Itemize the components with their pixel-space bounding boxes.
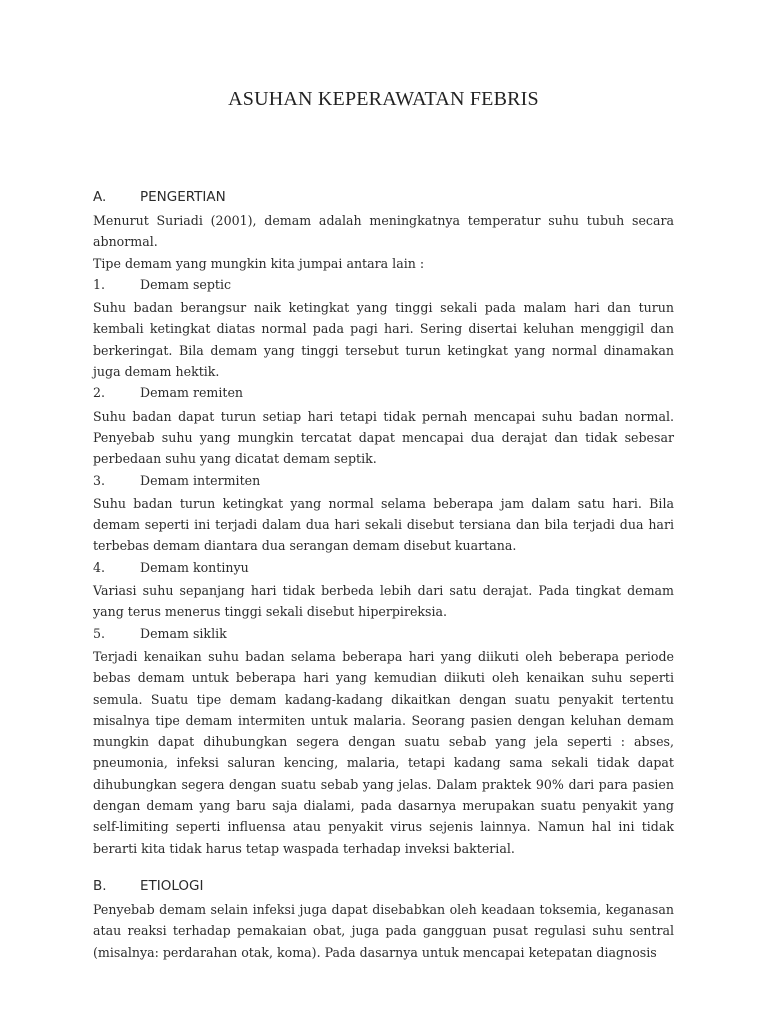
list-label: Demam intermiten [140, 472, 261, 488]
list-number: 3. [93, 472, 106, 488]
list-number: 1. [93, 276, 106, 292]
definition-paragraph: Menurut Suriadi (2001), demam adalah meningkatnya temperatur suhu tubuh secara abnormal. [93, 213, 674, 250]
list-label: Demam septic [140, 276, 232, 292]
list-item-text: Suhu badan dapat turun setiap hari tetapi tidak pernah mencapai suhu badan normal. Penyebab suhu yang mungkin tercatat dapat mencapai dua derajat dan tidak sebesar perbedaan suhu yang dicatat demam septik. [93, 408, 674, 467]
list-item-heading [93, 274, 674, 295]
section-title: PENGERTIAN [140, 189, 226, 205]
list-item-heading [93, 557, 674, 578]
list-item-heading [93, 382, 674, 403]
types-intro: Tipe demam yang mungkin kita jumpai antara lain : [93, 255, 425, 271]
document-title: ASUHAN KEPERAWATAN FEBRIS [228, 88, 539, 110]
section-spacer [93, 859, 674, 875]
list-label: Demam remiten [140, 385, 244, 401]
section-letter: A. [93, 189, 107, 205]
section-a-heading [93, 186, 674, 208]
list-label: Demam siklik [140, 625, 227, 641]
list-number: 2. [93, 385, 106, 401]
list-number: 5. [93, 625, 106, 641]
list-label: Demam kontinyu [140, 559, 249, 575]
list-item-heading [93, 470, 674, 491]
list-number: 4. [93, 559, 106, 575]
document-body [93, 186, 674, 963]
list-item-text: Suhu badan turun ketingkat yang normal selama beberapa jam dalam satu hari. Bila demam seperti ini terjadi dalam dua hari sekali disebut tersiana dan bila terjadi dua hari terbebas demam diantara dua serangan demam disebut kuartana. [93, 495, 674, 554]
list-item-text: Suhu badan berangsur naik ketingkat yang tinggi sekali pada malam hari dan turun kembali ketingkat diatas normal pada pagi hari. Sering disertai keluhan menggigil dan berkeringat. Bila demam yang tinggi tersebut turun ketingkat yang normal dinamakan juga demam hektik. [93, 300, 674, 380]
etiology-paragraph: Penyebab demam selain infeksi juga dapat disebabkan oleh keadaan toksemia, keganasan atau reaksi terhadap pemakaian obat, juga pada gangguan pusat regulasi suhu sentral (misalnya: perdarahan otak, koma). Pada dasarnya untuk mencapai ketepatan diagnosis [93, 901, 674, 960]
list-item-text: Terjadi kenaikan suhu badan selama beberapa hari yang diikuti oleh beberapa periode bebas demam untuk beberapa hari yang kemudian diikuti oleh kenaikan suhu seperti semula. Suatu tipe demam kadang-kadang dikaitkan dengan suatu penyakit tertentu misalnya tipe demam intermiten untuk malaria. Seorang pasien dengan keluhan demam mungkin dapat dihubungkan segera dengan suatu sebab yang jela seperti : abses, pneumonia, infeksi saluran kencing, malaria, tetapi kadang sama sekali tidak dapat dihubungkan segera dengan suatu sebab yang jelas. Dalam praktek 90% dari para pasien dengan demam yang baru saja dialami, pada dasarnya merupakan suatu penyakit yang self-limiting seperti influensa atau penyakit virus sejenis lainnya. Namun hal ini tidak berarti kita tidak harus tetap waspada terhadap inveksi bakterial. [93, 648, 674, 856]
section-letter: B. [93, 877, 107, 894]
section-b-heading [93, 875, 674, 897]
list-item-heading [93, 623, 674, 644]
section-title: ETIOLOGI [140, 877, 204, 894]
list-item-text: Variasi suhu sepanjang hari tidak berbeda lebih dari satu derajat. Pada tingkat demam yang terus menerus tinggi sekali disebut hiperpireksia. [93, 583, 674, 620]
